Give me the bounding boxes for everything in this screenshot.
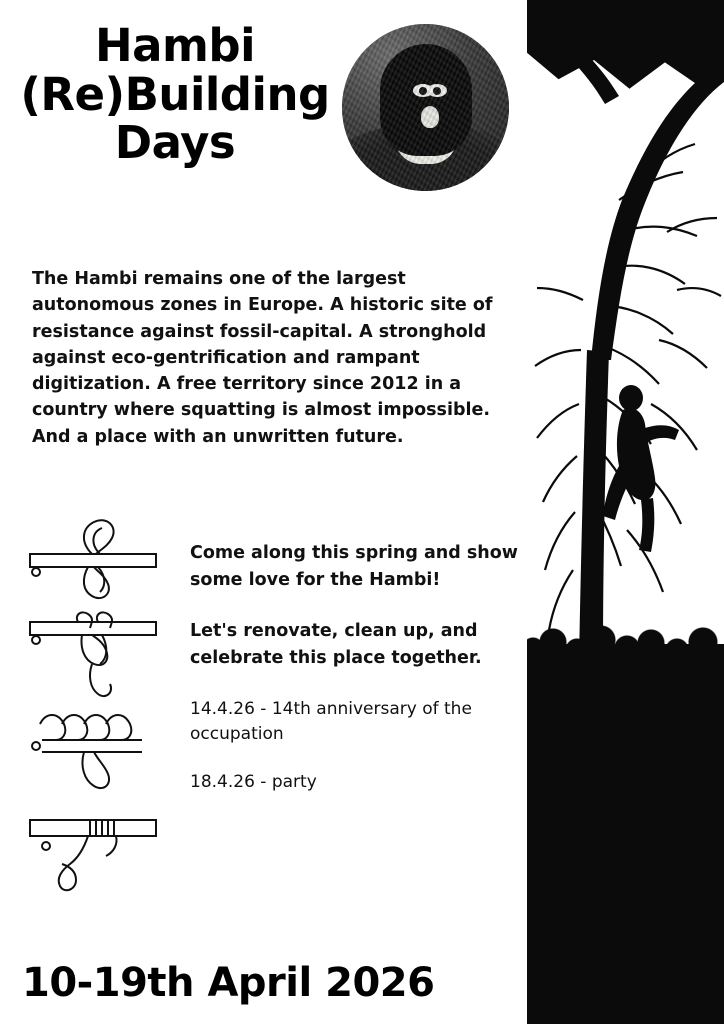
title-line-1: Hambi: [94, 19, 256, 72]
call-line-1: Come along this spring and show some love for the Hambi!: [190, 543, 518, 591]
event-date-range: 10-19th April 2026: [22, 960, 435, 1006]
title-line-2: (Re)Building: [20, 67, 330, 121]
wrapped-hitch-knot-icon: [22, 800, 172, 896]
portrait-grain-overlay: [342, 24, 509, 191]
event-party: 18.4.26 - party: [190, 771, 317, 792]
masked-person-portrait: [342, 24, 509, 191]
knot-diagram-clove-hitch: [22, 608, 172, 704]
intro-paragraph: The Hambi remains one of the largest autonomous zones in Europe. A historic site of resistance against fossil-capital. A stronghold against eco-gentrification and rampant digitization. A free territory since 2012 in a country where squatting is almost impossible. And a place with an unwritten future.: [32, 269, 493, 447]
photo-ground-brush: [527, 644, 724, 1024]
clove-hitch-knot-icon: [22, 608, 172, 704]
knot-diagram-column: [22, 512, 172, 896]
klemheist-knot-icon: [22, 704, 172, 800]
title-line-3: Days: [114, 116, 236, 170]
prusik-knot-icon: [22, 512, 172, 608]
knot-diagram-prusik: [22, 512, 172, 608]
call-line-2: Let's renovate, clean up, and celebrate this place together.: [190, 621, 482, 669]
event-anniversary: 14.4.26 - 14th anniversary of the occupation: [190, 698, 472, 744]
tree-climber-silhouette-photo: [527, 0, 724, 1024]
page-title: [20, 19, 330, 170]
knot-diagram-klemheist: [22, 704, 172, 800]
call-to-action-column: [190, 540, 520, 817]
knot-diagram-wrapped-hitch: [22, 800, 172, 896]
